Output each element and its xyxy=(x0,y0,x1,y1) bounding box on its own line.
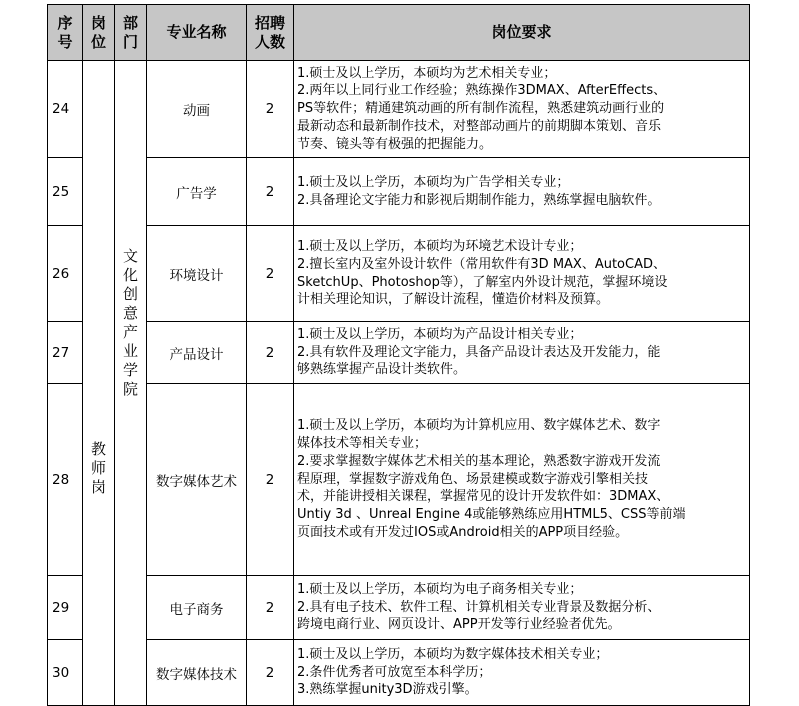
requirement-line: 术，并能讲授相关课程，掌握常见的设计开发软件如：3DMAX、 xyxy=(297,489,670,505)
requirement-line: 最新动态和最新制作技术，对整部动画片的前期脚本策划、音乐 xyxy=(297,118,662,134)
header-count: 招聘人数 xyxy=(247,5,294,61)
requirements-cell xyxy=(294,61,750,158)
header-row xyxy=(48,5,750,61)
requirement-line: 3.熟练掌握unity3D游戏引擎。 xyxy=(297,682,478,698)
requirement-line: 2.具有电子技术、软件工程、计算机相关专业背景及数据分析、 xyxy=(297,599,661,615)
recruit-count: 2 xyxy=(247,384,294,576)
position-name: 教师岗 xyxy=(90,439,106,496)
row-number: 24 xyxy=(48,61,83,158)
row-number: 27 xyxy=(48,322,83,384)
header-requirements: 岗位要求 xyxy=(294,5,750,61)
requirement-line: 2.擅长室内及室外设计软件（常用软件有3D MAX、AutoCAD、 xyxy=(297,256,666,272)
header-no: 序号 xyxy=(48,5,83,61)
major-name: 数字媒体技术 xyxy=(147,640,247,706)
requirement-line: 够熟练掌握产品设计类软件。 xyxy=(297,362,467,378)
requirement-line: 2.条件优秀者可放宽至本科学历； xyxy=(297,664,492,680)
requirement-line: 1.硕士及以上学历，本硕均为艺术相关专业； xyxy=(297,65,557,81)
requirement-line: 1.硕士及以上学历，本硕均为电子商务相关专业； xyxy=(297,581,583,597)
requirement-line: 节奏、镜头等有极强的把握能力。 xyxy=(297,136,493,152)
requirement-line: 1.硕士及以上学历，本硕均为环境艺术设计专业； xyxy=(297,238,583,254)
requirement-line: 2.要求掌握数字媒体艺术相关的基本理论，熟悉数字游戏开发流 xyxy=(297,453,661,469)
requirement-line: PS等软件；精通建筑动画的所有制作流程，熟悉建筑动画行业的 xyxy=(297,101,665,117)
requirement-line: SketchUp、Photoshop等），了解室内外设计规范，掌握环境设 xyxy=(297,274,668,290)
requirements-cell xyxy=(294,576,750,640)
row-number: 25 xyxy=(48,158,83,226)
table-row xyxy=(48,158,750,226)
requirements-cell xyxy=(294,384,750,576)
row-number: 29 xyxy=(48,576,83,640)
requirement-line: 1.硕士及以上学历，本硕均为数字媒体技术相关专业； xyxy=(297,646,609,662)
major-name: 电子商务 xyxy=(147,576,247,640)
requirement-line: 程原理，掌握数字游戏角色、场景建模或数字游戏引擎相关技 xyxy=(297,471,649,487)
requirement-line: Untiy 3d 、Unreal Engine 4或能够熟练应用HTML5、CSS等前端 xyxy=(297,507,686,523)
major-name: 环境设计 xyxy=(147,226,247,322)
requirements-cell xyxy=(294,226,750,322)
requirements-cell xyxy=(294,158,750,226)
requirements-cell xyxy=(294,322,750,384)
requirements-cell xyxy=(294,640,750,706)
recruit-count: 2 xyxy=(247,640,294,706)
recruitment-table xyxy=(47,4,750,706)
table-row xyxy=(48,384,750,576)
row-number: 28 xyxy=(48,384,83,576)
table-row xyxy=(48,576,750,640)
major-name: 产品设计 xyxy=(147,322,247,384)
requirement-line: 计相关理论知识，了解设计流程，懂造价材料及预算。 xyxy=(297,292,610,308)
position-cell xyxy=(83,61,115,706)
requirement-line: 2.具备理论文字能力和影视后期制作能力，熟练掌握电脑软件。 xyxy=(297,192,661,208)
recruit-count: 2 xyxy=(247,576,294,640)
header-major: 专业名称 xyxy=(147,5,247,61)
requirement-line: 页面技术或有开发过IOS或Android相关的APP项目经验。 xyxy=(297,524,629,540)
department-cell xyxy=(115,61,147,706)
recruit-count: 2 xyxy=(247,322,294,384)
major-name: 数字媒体艺术 xyxy=(147,384,247,576)
major-name: 广告学 xyxy=(147,158,247,226)
requirement-line: 媒体技术等相关专业； xyxy=(297,436,428,451)
recruit-count: 2 xyxy=(247,61,294,158)
requirement-line: 1.硕士及以上学历，本硕均为广告学相关专业； xyxy=(297,174,570,190)
table-row xyxy=(48,61,750,158)
recruit-count: 2 xyxy=(247,158,294,226)
requirement-line: 1.硕士及以上学历，本硕均为产品设计相关专业； xyxy=(297,326,583,342)
header-department: 部门 xyxy=(115,5,147,61)
requirement-line: 2.具有软件及理论文字能力，具备产品设计表达及开发能力，能 xyxy=(297,344,661,360)
requirement-line: 1.硕士及以上学历，本硕均为计算机应用、数字媒体艺术、数字 xyxy=(297,418,661,434)
table-row xyxy=(48,226,750,322)
department-name: 文化创意产业学院 xyxy=(122,247,138,398)
table-row xyxy=(48,322,750,384)
requirement-line: 跨境电商行业、网页设计、APP开发等行业经验者优先。 xyxy=(297,617,621,633)
major-name: 动画 xyxy=(147,61,247,158)
header-position: 岗位 xyxy=(83,5,115,61)
table-row xyxy=(48,640,750,706)
requirement-line: 2.两年以上同行业工作经验；熟练操作3DMAX、AfterEffects、 xyxy=(297,83,667,99)
row-number: 26 xyxy=(48,226,83,322)
recruit-count: 2 xyxy=(247,226,294,322)
row-number: 30 xyxy=(48,640,83,706)
